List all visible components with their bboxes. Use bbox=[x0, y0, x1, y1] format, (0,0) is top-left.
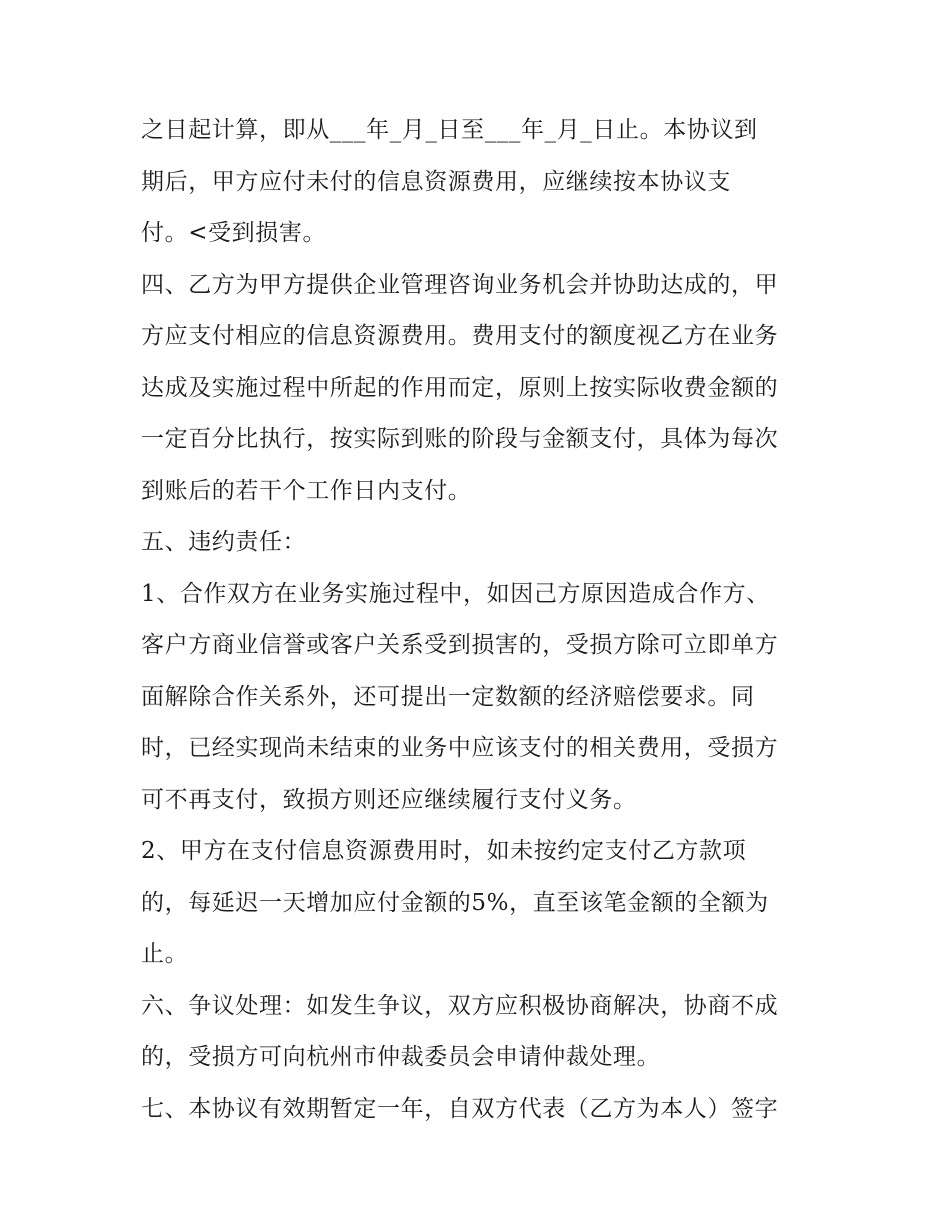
text-line: 四、乙方为甲方提供企业管理咨询业务机会并协助达成的，甲 bbox=[141, 271, 779, 298]
text-line: 期后，甲方应付未付的信息资源费用，应继续按本协议支 bbox=[141, 168, 731, 195]
text-line: 止。 bbox=[141, 941, 189, 967]
text-line: 2、甲方在支付信息资源费用时，如未按约定支付乙方款项 bbox=[141, 838, 747, 864]
text-line: 方应支付相应的信息资源费用。费用支付的额度视乙方在业务 bbox=[141, 323, 779, 349]
text-line: 可不再支付，致损方则还应继续履行支付义务。 bbox=[141, 786, 637, 813]
text-line: 到账后的若干个工作日内支付。 bbox=[141, 477, 472, 504]
text-line: 面解除合作关系外，还可提出一定数额的经济赔偿要求。同 bbox=[141, 683, 755, 710]
text-line: 达成及实施过程中所起的作用而定，原则上按实际收费金额的 bbox=[141, 374, 779, 401]
text-line: 时，已经实现尚未结束的业务中应该支付的相关费用，受损方 bbox=[141, 735, 779, 761]
text-line: 的，受损方可向杭州市仲裁委员会申请仲裁处理。 bbox=[141, 1044, 661, 1070]
document-body bbox=[141, 105, 813, 1135]
text-line: 1、合作双方在业务实施过程中，如因己方原因造成合作方、 bbox=[141, 580, 770, 607]
text-line: 客户方商业信誉或客户关系受到损害的，受损方除可立即单方 bbox=[141, 632, 779, 658]
text-line: 六、争议处理：如发生争议，双方应积极协商解决，协商不成 bbox=[141, 992, 779, 1019]
section-heading: 五、违约责任： bbox=[141, 529, 307, 555]
text-line: 七、本协议有效期暂定一年，自双方代表（乙方为本人）签字 bbox=[141, 1095, 779, 1122]
text-line: 付。<受到损害。 bbox=[141, 220, 327, 246]
text-line: 之日起计算，即从___年_月_日至___年_月_日止。本协议到 bbox=[141, 117, 758, 143]
text-line: 的，每延迟一天增加应付金额的5%，直至该笔金额的全额为 bbox=[141, 889, 769, 916]
text-line: 一定百分比执行，按实际到账的阶段与金额支付，具体为每次 bbox=[141, 426, 779, 452]
